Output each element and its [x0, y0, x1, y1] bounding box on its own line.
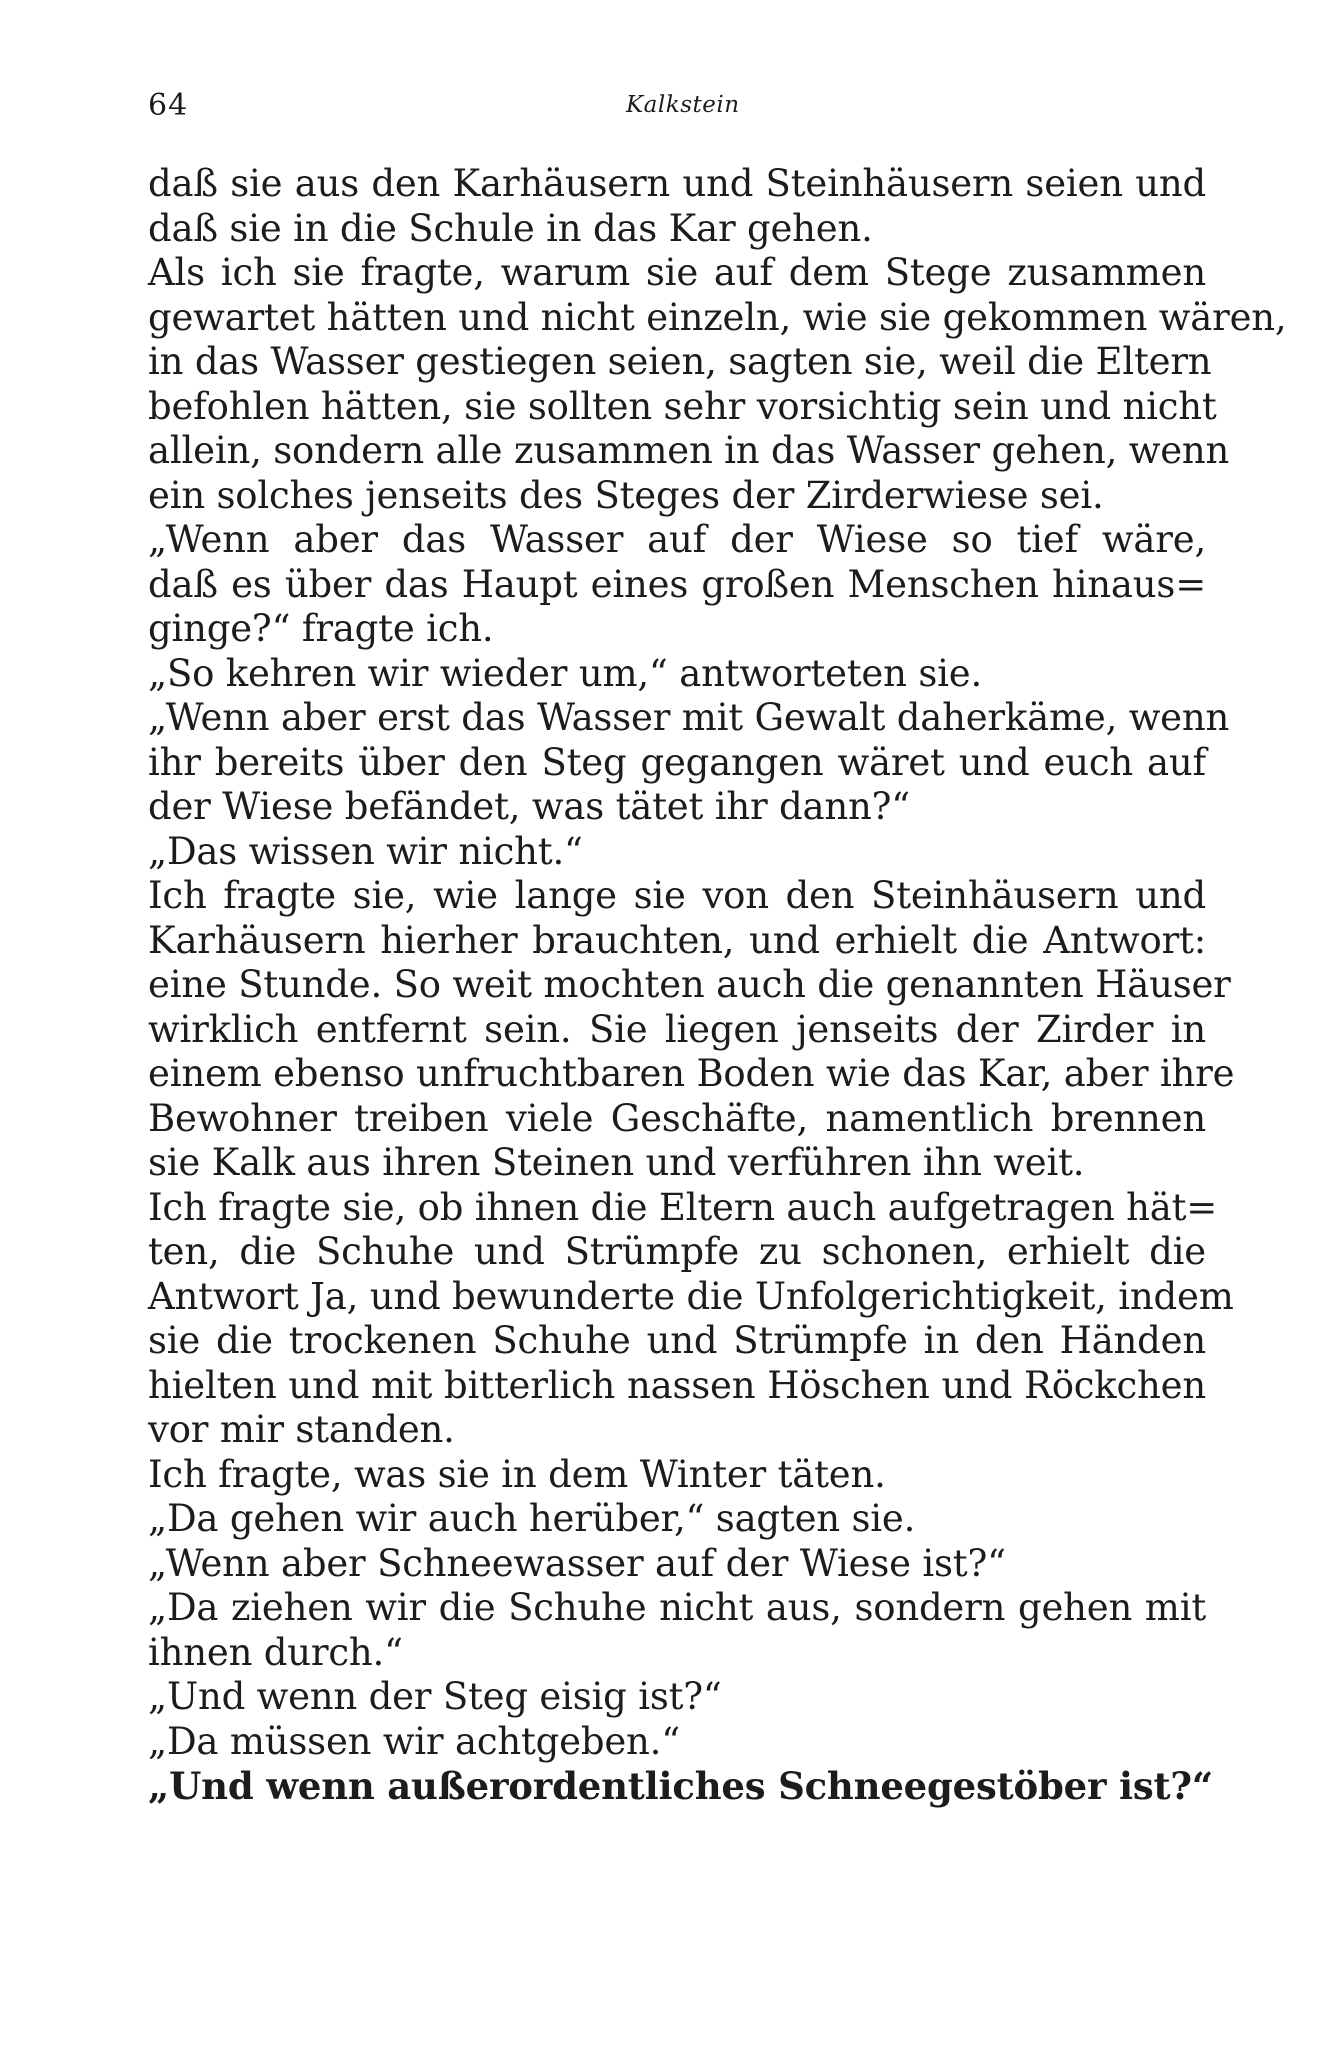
text-line: einem ebenso unfruchtbaren Boden wie das Kar, aber ihre	[148, 1052, 1235, 1095]
text-line: „Und wenn außerordentliches Schneegestöber ist?“	[148, 1764, 1213, 1808]
text-line: ten, die Schuhe und Strümpfe zu schonen, erhielt die	[148, 1230, 1206, 1273]
text-line: in das Wasser gestiegen seien, sagten sie, weil die Eltern	[148, 340, 1212, 383]
text-line: vor mir standen.	[148, 1408, 455, 1451]
text-line: eine Stunde. So weit mochten auch die genannten Häuser	[148, 963, 1231, 1006]
text-line: Bewohner treiben viele Geschäfte, namentlich brennen	[148, 1096, 1206, 1140]
text-line: ihnen durch.“	[148, 1630, 403, 1674]
text-line: Antwort Ja, und bewunderte die Unfolgerichtigkeit, indem	[148, 1274, 1234, 1318]
text-line: Ich fragte sie, wie lange sie von den Steinhäusern und	[148, 874, 1206, 917]
text-line: sie Kalk aus ihren Steinen und verführen ihn weit.	[148, 1141, 1085, 1184]
text-line: allein, sondern alle zusammen in das Wasser gehen, wenn	[148, 429, 1230, 472]
text-line: ihr bereits über den Steg gegangen wäret und euch auf	[148, 740, 1206, 784]
running-head: Kalkstein	[626, 92, 740, 118]
text-line: daß es über das Haupt eines großen Menschen hinaus=	[148, 562, 1206, 606]
body-text	[148, 162, 1287, 1809]
text-line: „Da ziehen wir die Schuhe nicht aus, sondern gehen mit	[148, 1586, 1206, 1629]
text-line: „Da müssen wir achtgeben.“	[148, 1719, 680, 1763]
text-line: hielten und mit bitterlich nassen Höschen und Röckchen	[148, 1363, 1206, 1407]
text-line: „Wenn aber Schneewasser auf der Wiese ist?“	[148, 1541, 1006, 1585]
text-line: Ich fragte, was sie in dem Winter täten.	[148, 1452, 886, 1496]
text-line: wirklich entfernt sein. Sie liegen jenseits der Zirder in	[148, 1007, 1206, 1051]
text-line: „Da gehen wir auch herüber,“ sagten sie.	[148, 1497, 916, 1540]
text-line: „Wenn aber das Wasser auf der Wiese so tief wäre,	[148, 518, 1206, 561]
text-line: daß sie aus den Karhäusern und Steinhäusern seien und	[148, 162, 1206, 205]
text-line: „Wenn aber erst das Wasser mit Gewalt daherkäme, wenn	[148, 696, 1230, 739]
text-line: ginge?“ fragte ich.	[148, 607, 494, 650]
page-header	[148, 78, 1206, 138]
text-line: ein solches jenseits des Steges der Zirderwiese sei.	[148, 473, 1104, 517]
text-line: daß sie in die Schule in das Kar gehen.	[148, 206, 873, 250]
text-line: sie die trockenen Schuhe und Strümpfe in den Händen	[148, 1319, 1206, 1362]
text-line: befohlen hätten, sie sollten sehr vorsichtig sein und nicht	[148, 384, 1217, 428]
text-line: „Und wenn der Steg eisig ist?“	[148, 1675, 722, 1718]
page-number: 64	[148, 88, 189, 123]
text-line: Ich fragte sie, ob ihnen die Eltern auch aufgetragen hät=	[148, 1185, 1218, 1229]
text-line: Als ich sie fragte, warum sie auf dem Stege zusammen	[148, 251, 1206, 294]
text-line: gewartet hätten und nicht einzeln, wie sie gekommen wären,	[148, 295, 1287, 339]
text-line: „Das wissen wir nicht.“	[148, 829, 583, 873]
text-line: Karhäusern hierher brauchten, und erhielt die Antwort:	[148, 918, 1206, 962]
text-line: „So kehren wir wieder um,“ antworteten sie.	[148, 651, 982, 695]
text-line: der Wiese befändet, was tätet ihr dann?“	[148, 785, 910, 828]
